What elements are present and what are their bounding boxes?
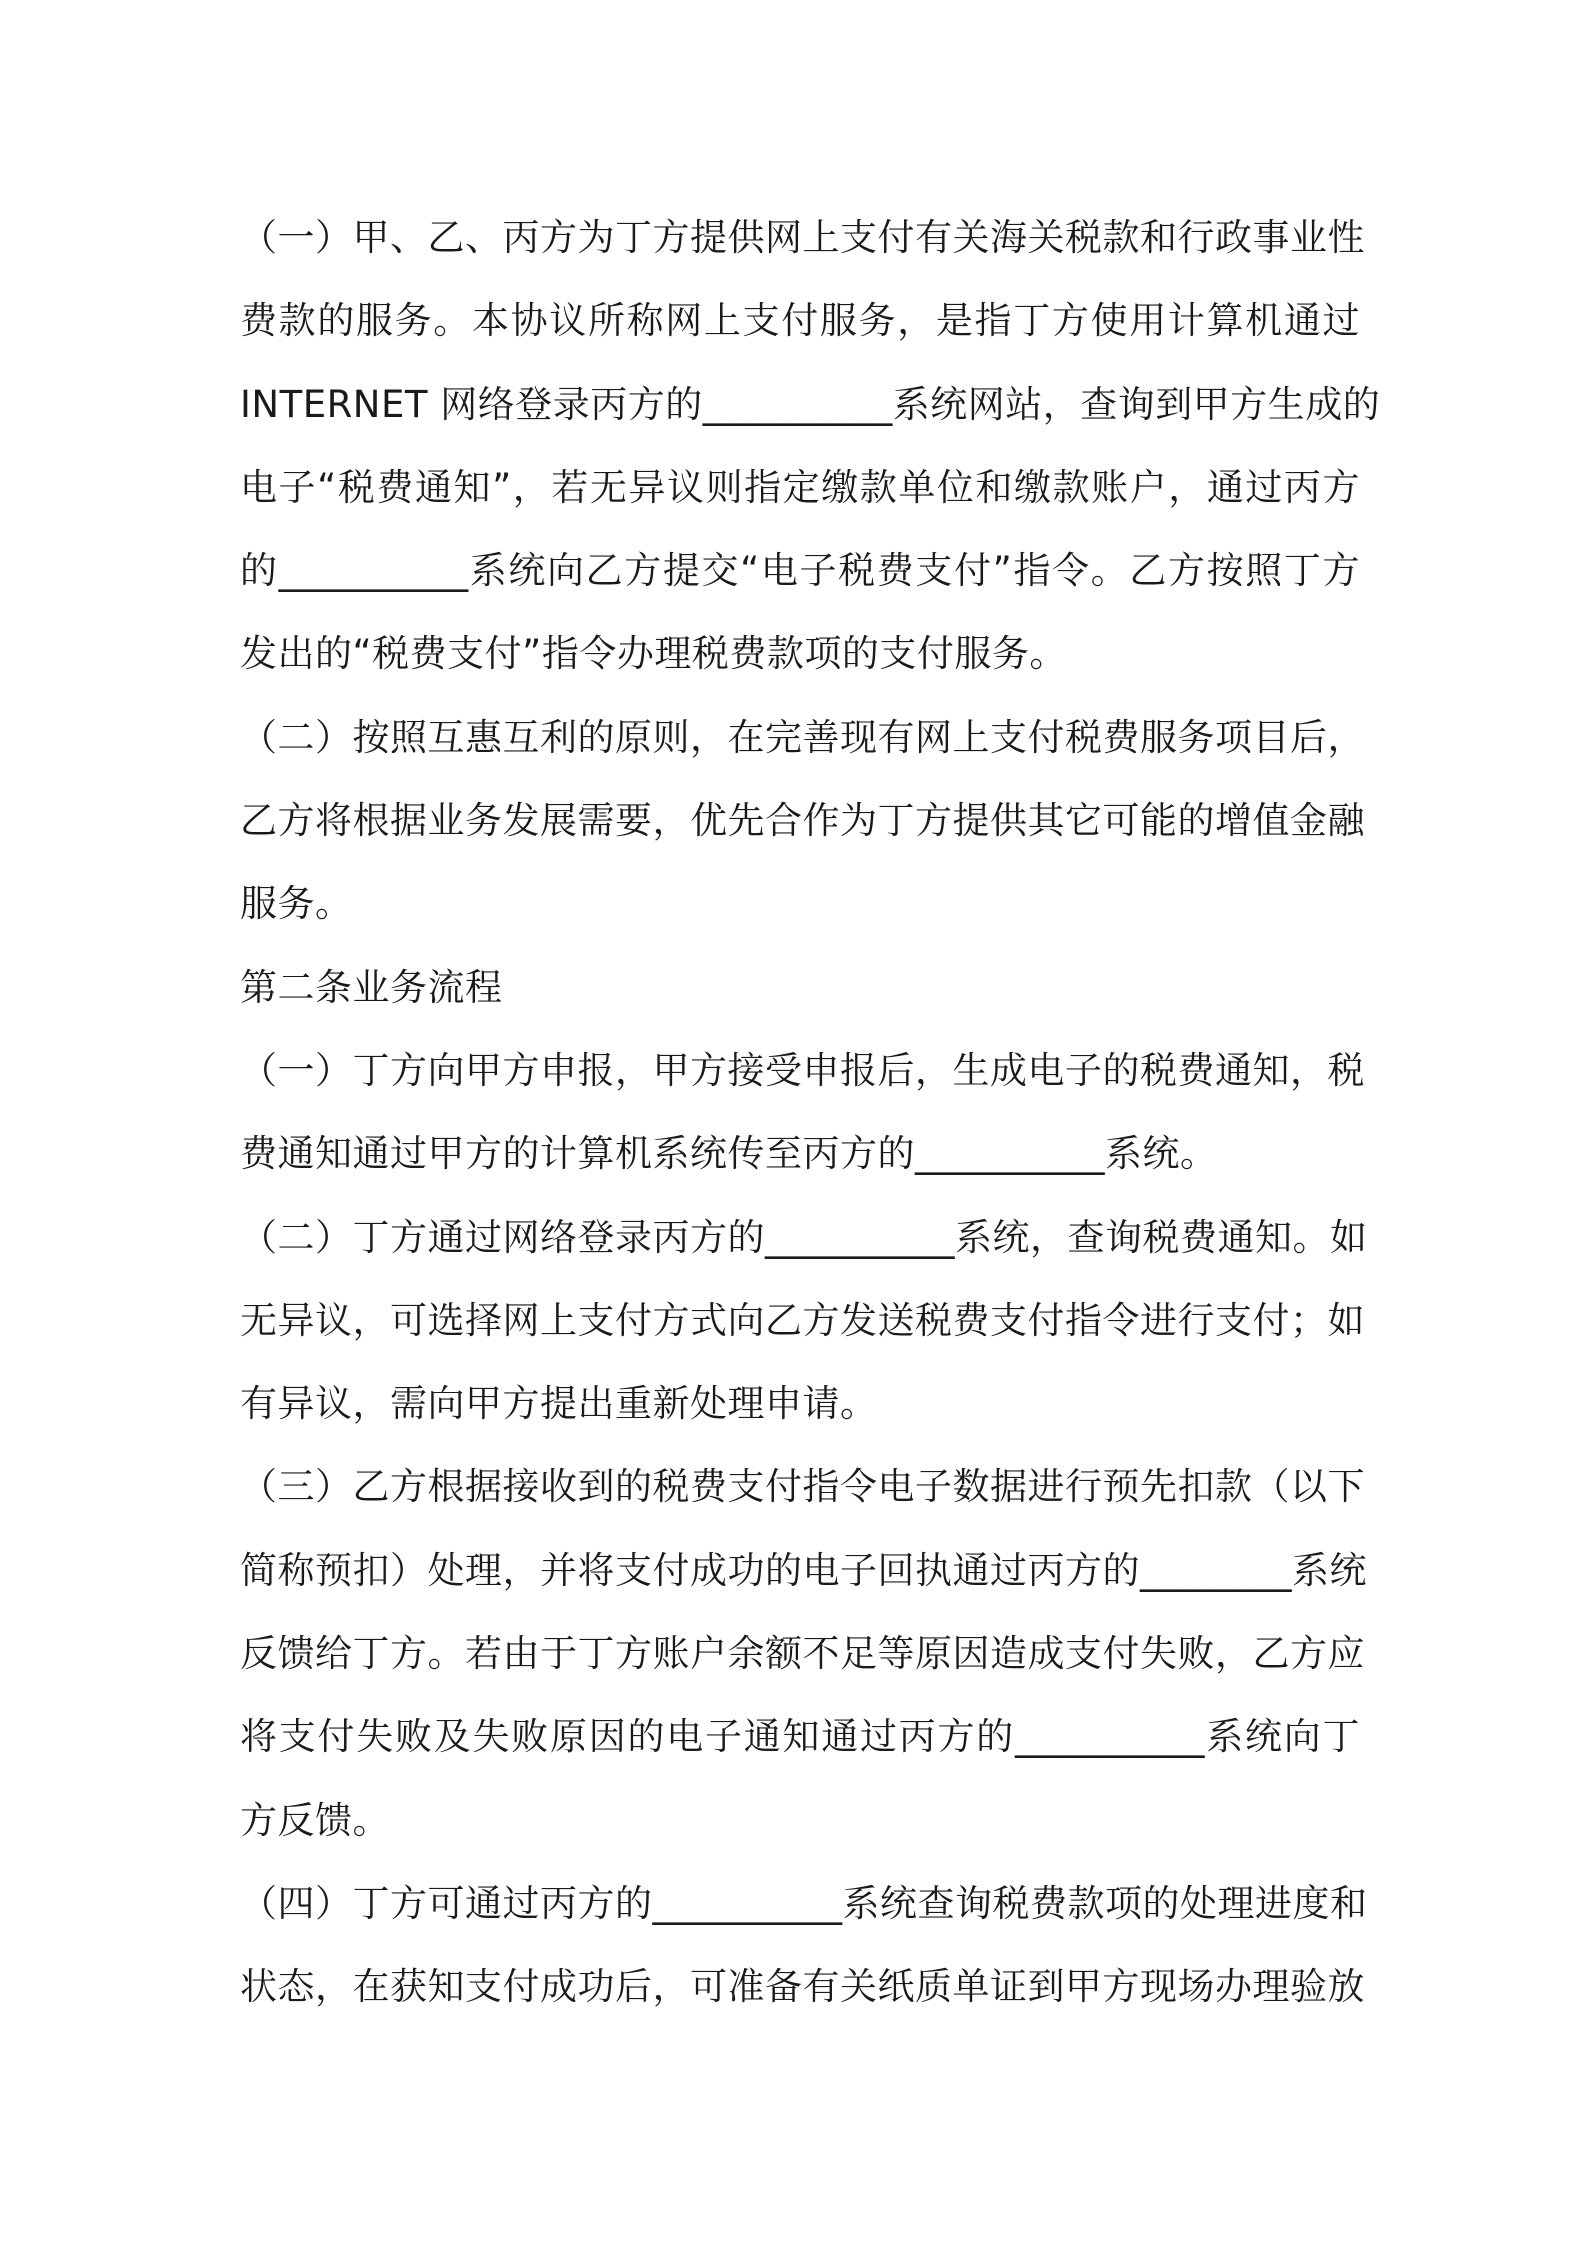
text-line: INTERNET 网络登录丙方的__________系统网站，查询到甲方生成的 (240, 382, 1381, 426)
text-line: 费款的服务。本协议所称网上支付服务，是指丁方使用计算机通过 (240, 299, 1360, 343)
text-line: （三）乙方根据接收到的税费支付指令电子数据进行预先扣款（以下 (240, 1465, 1365, 1509)
text-line: 将支付失败及失败原因的电子通知通过丙方的__________系统向丁 (240, 1715, 1360, 1759)
text-line: （一）甲、乙、丙方为丁方提供网上支付有关海关税款和行政事业性 (240, 216, 1365, 259)
text-line: （四）丁方可通过丙方的__________系统查询税费款项的处理进度和 (240, 1881, 1368, 1925)
text-line: 状态，在获知支付成功后，可准备有关纸质单证到甲方现场办理验放 (240, 1965, 1365, 2009)
text-line: 乙方将根据业务发展需要，优先合作为丁方提供其它可能的增值金融 (240, 799, 1365, 843)
text-line: 服务。 (240, 882, 353, 926)
text-line: 简称预扣）处理，并将支付成功的电子回执通过丙方的________系统 (240, 1548, 1367, 1592)
text-line: 有异议，需向甲方提出重新处理申请。 (240, 1382, 878, 1426)
text-line: 反馈给丁方。若由于丁方账户余额不足等原因造成支付失败，乙方应 (240, 1632, 1365, 1676)
text-line: 的__________系统向乙方提交“电子税费支付”指令。乙方按照丁方 (240, 549, 1360, 593)
text-line: 发出的“税费支付”指令办理税费款项的支付服务。 (240, 632, 1067, 676)
document-body (240, 196, 1381, 2029)
text-line: 无异议，可选择网上支付方式向乙方发送税费支付指令进行支付；如 (240, 1298, 1365, 1342)
text-line: （二）按照互惠互利的原则，在完善现有网上支付税费服务项目后， (240, 715, 1365, 759)
text-line: （一）丁方向甲方申报，甲方接受申报后，生成电子的税费通知，税 (240, 1048, 1365, 1092)
text-line: 电子“税费通知”，若无异议则指定缴款单位和缴款账户，通过丙方 (240, 465, 1360, 509)
text-line: 方反馈。 (240, 1798, 390, 1842)
text-line: （二）丁方通过网络登录丙方的__________系统，查询税费通知。如 (240, 1215, 1368, 1259)
text-line: 第二条业务流程 (240, 965, 503, 1009)
text-line: 费通知通过甲方的计算机系统传至丙方的__________系统。 (240, 1132, 1218, 1176)
